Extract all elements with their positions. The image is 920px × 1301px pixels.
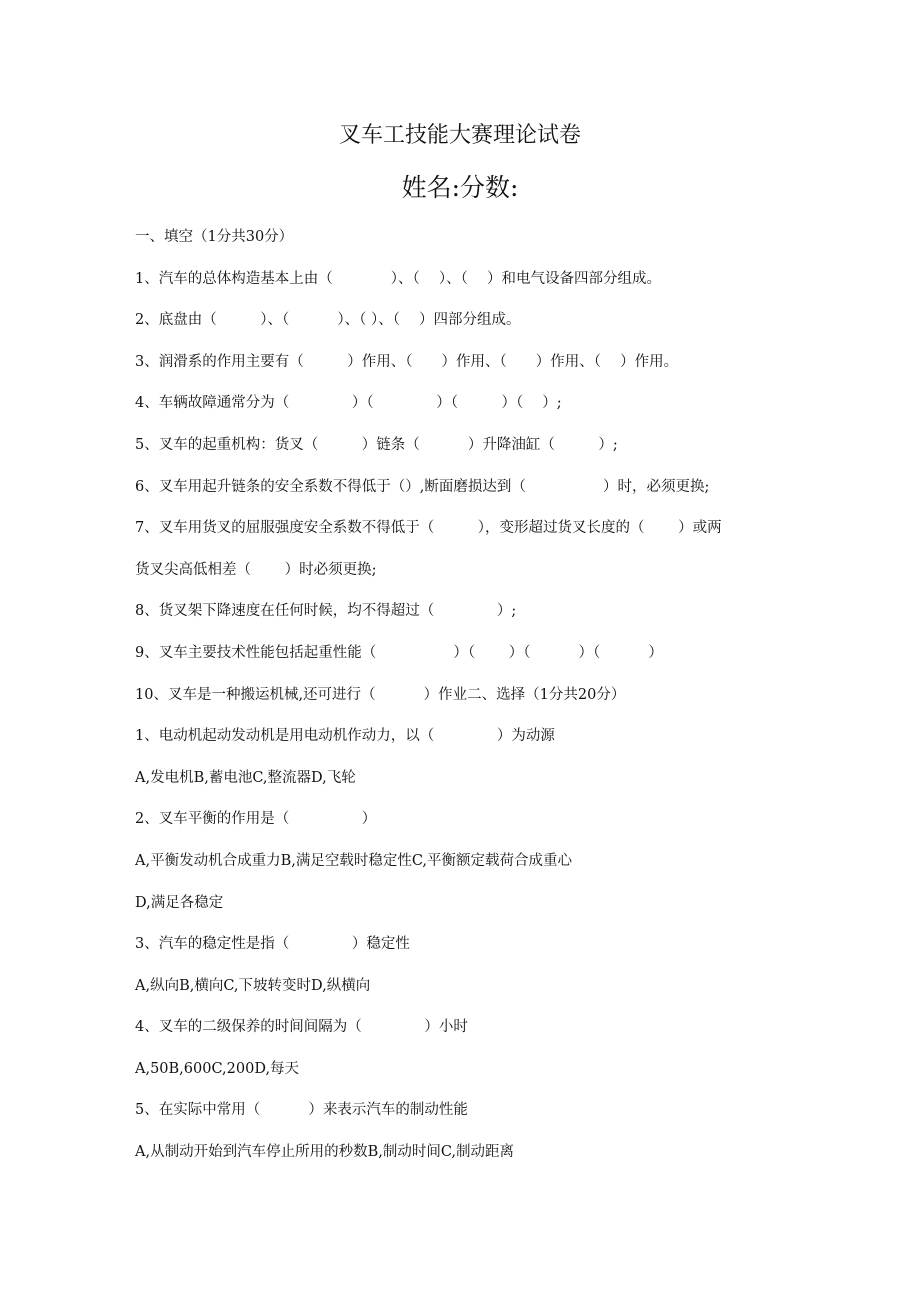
exam-line: A,发电机B,蓄电池C,整流器D,飞轮 [135,769,356,786]
exam-line: A,50B,600C,200D,每天 [135,1060,300,1077]
exam-line: 货叉尖高低相差（ ）时必须更换; [135,561,377,578]
exam-line: 9、叉车主要技术性能包括起重性能（ ）（ ）（ ）（ ） [135,644,663,661]
exam-line: 3、润滑系的作用主要有（ ）作用、（ ）作用、（ ）作用、（ ）作用。 [135,353,679,370]
exam-line: 一、填空（1分共30分） [135,229,294,245]
exam-line: 3、汽车的稳定性是指（ ）稳定性 [135,936,410,953]
exam-line: 2、底盘由（ ）、（ ）、（ ）、（ ）四部分组成。 [135,312,521,329]
name-score-line: 姓名:分数: [401,173,519,202]
exam-line: 6、叉车用起升链条的安全系数不得低于（）,断面磨损达到（ ）时，必须更换; [135,478,710,495]
exam-line: 10、叉车是一种搬运机械,还可进行（ ）作业二、选择（1分共20分） [135,686,626,703]
exam-line: A,纵向B,横向C,下坡转变时D,纵横向 [135,977,371,994]
exam-line: 5、叉车的起重机构：货叉（ ）链条（ ）升降油缸（ ）; [135,436,618,453]
exam-line: D,满足各稳定 [135,894,224,911]
exam-line: 2、叉车平衡的作用是（ ） [135,811,377,828]
exam-line: 1、电动机起动发动机是用电动机作动力，以（ ）为动源 [135,728,555,745]
exam-line: 7、叉车用货叉的屈服强度安全系数不得低于（ ），变形超过货叉长度的（ ）或两 [135,520,722,537]
exam-line: 4、车辆故障通常分为（ ）（ ）（ ）（ ）; [135,395,562,412]
exam-line: 8、货叉架下降速度在任何时候，均不得超过（ ）; [135,603,517,620]
exam-line: 1、汽车的总体构造基本上由（ ）、（ ）、（ ）和电气设备四部分组成。 [135,270,661,287]
exam-line: 5、在实际中常用（ ）来表示汽车的制动性能 [135,1102,468,1119]
exam-line: A,从制动开始到汽车停止所用的秒数B,制动时间C,制动距离 [135,1144,515,1161]
exam-body [135,224,795,1181]
page-title: 叉车工技能大赛理论试卷 [338,123,581,148]
exam-line: 4、叉车的二级保养的时间间隔为（ ）小时 [135,1019,468,1036]
exam-line: A,平衡发动机合成重力B,满足空载时稳定性C,平衡额定载荷合成重心 [135,852,573,869]
